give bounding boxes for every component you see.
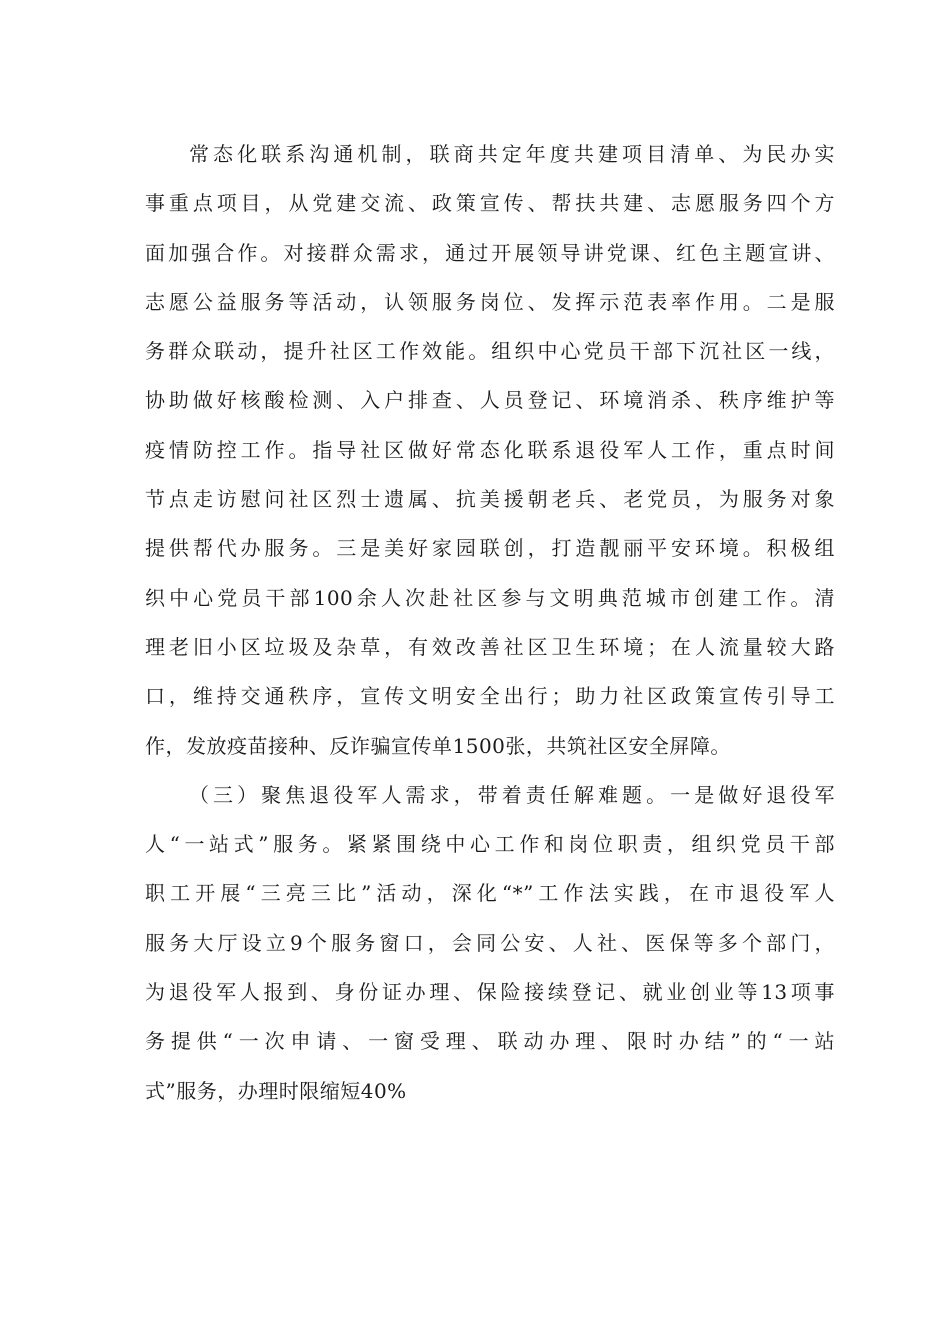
text-line: 协助做好核酸检测、入户排查、人员登记、环境消杀、秩序维护等 bbox=[145, 388, 835, 413]
text-line: （三）聚焦退役军人需求，带着责任解难题。一是做好退役军 bbox=[189, 782, 835, 807]
text-line: 提供帮代办服务。三是美好家园联创，打造靓丽平安环境。积极组 bbox=[145, 536, 835, 561]
text-line: 作，发放疫苗接种、反诈骗宣传单1500张，共筑社区安全屏障。 bbox=[145, 733, 731, 758]
text-line: 务群众联动，提升社区工作效能。组织中心党员干部下沉社区一线， bbox=[145, 339, 835, 364]
text-line: 志愿公益服务等活动，认领服务岗位、发挥示范表率作用。二是服 bbox=[145, 289, 835, 314]
text-line: 面加强合作。对接群众需求，通过开展领导讲党课、红色主题宣讲、 bbox=[145, 240, 835, 265]
text-line: 口，维持交通秩序，宣传文明安全出行；助力社区政策宣传引导工 bbox=[145, 684, 835, 709]
text-line: 疫情防控工作。指导社区做好常态化联系退役军人工作，重点时间 bbox=[145, 437, 835, 462]
text-line: 人“一站式”服务。紧紧围绕中心工作和岗位职责，组织党员干部 bbox=[145, 832, 835, 857]
text-line: 节点走访慰问社区烈士遗属、抗美援朝老兵、老党员，为服务对象 bbox=[145, 487, 835, 512]
text-line: 常态化联系沟通机制，联商共定年度共建项目清单、为民办实 bbox=[189, 142, 835, 166]
text-line: 式”服务，办理时限缩短40% bbox=[145, 1078, 407, 1103]
text-line: 织中心党员干部100余人次赴社区参与文明典范城市创建工作。清 bbox=[145, 585, 835, 610]
text-line: 理老旧小区垃圾及杂草，有效改善社区卫生环境；在人流量较大路 bbox=[145, 634, 835, 659]
text-line: 事重点项目，从党建交流、政策宣传、帮扶共建、志愿服务四个方 bbox=[145, 191, 835, 216]
body-text bbox=[145, 130, 835, 1116]
text-line: 服务大厅设立9个服务窗口，会同公安、人社、医保等多个部门， bbox=[145, 930, 835, 955]
text-line: 职工开展“三亮三比”活动，深化“*”工作法实践，在市退役军人 bbox=[145, 881, 835, 906]
text-line: 务提供“一次申请、一窗受理、联动办理、限时办结”的“一站 bbox=[145, 1029, 835, 1054]
text-line: 为退役军人报到、身份证办理、保险接续登记、就业创业等13项事 bbox=[145, 980, 835, 1005]
